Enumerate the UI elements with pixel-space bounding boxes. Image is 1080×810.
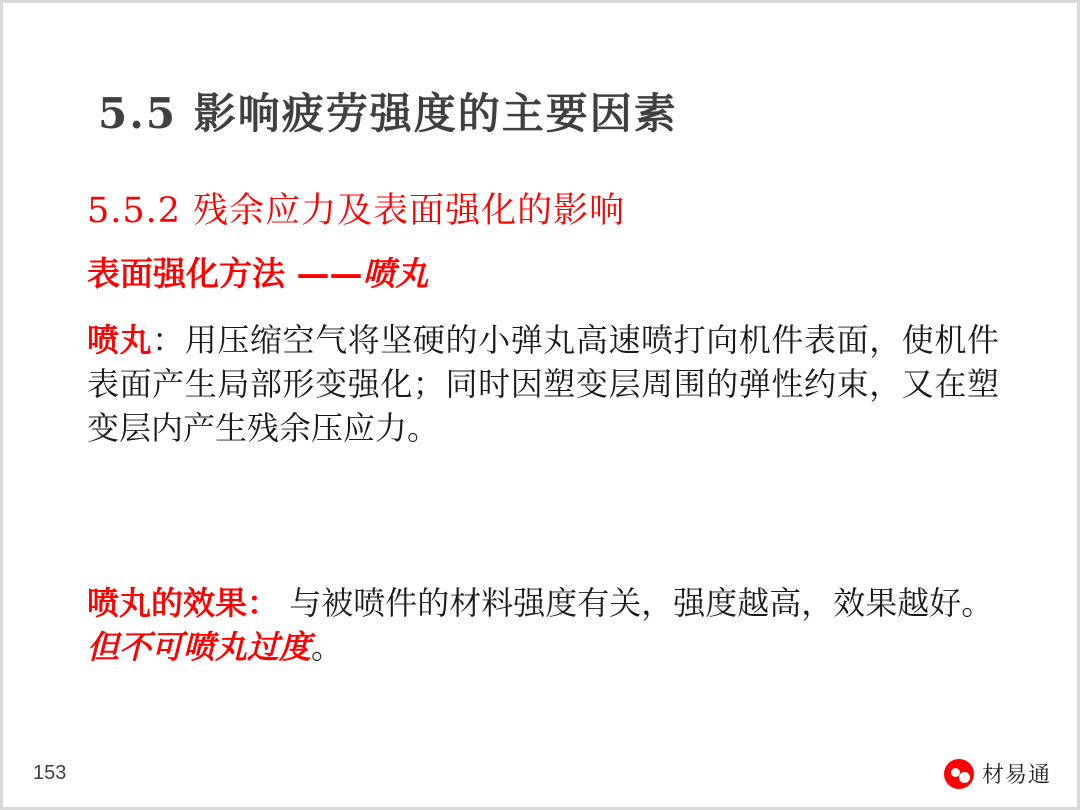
definition-paragraph <box>87 318 999 450</box>
wechat-logo-icon <box>944 759 974 789</box>
definition-keyword: 喷丸 <box>87 321 153 359</box>
effect-emphasis: 但不可喷丸过度 <box>87 628 312 667</box>
watermark-label: 材易通 <box>981 763 1051 788</box>
page-number: 153 <box>33 762 67 784</box>
definition-text: ：用压缩空气将坚硬的小弹丸高速喷打向机件表面，使机件表面产生局部形变强化；同时因塑变层周围的弹性约束，又在塑变层内产生残余压应力。 <box>87 321 999 448</box>
effect-paragraph <box>87 581 999 669</box>
section-subtitle: 5.5.2 残余应力及表面强化的影响 <box>87 191 626 231</box>
topic-heading-plain: 表面强化方法 —— <box>87 254 363 293</box>
topic-heading <box>87 248 429 295</box>
effect-text-before: 与被喷件的材料强度有关，强度越高，效果越好。 <box>279 584 994 622</box>
watermark <box>944 758 1051 789</box>
effect-text-after: 。 <box>311 628 344 667</box>
topic-heading-emphasis: 喷丸 <box>362 254 429 293</box>
page-title: 5.5 影响疲劳强度的主要因素 <box>98 89 678 138</box>
effect-keyword: 喷丸的效果： <box>87 584 280 622</box>
slide-content <box>3 3 1077 807</box>
